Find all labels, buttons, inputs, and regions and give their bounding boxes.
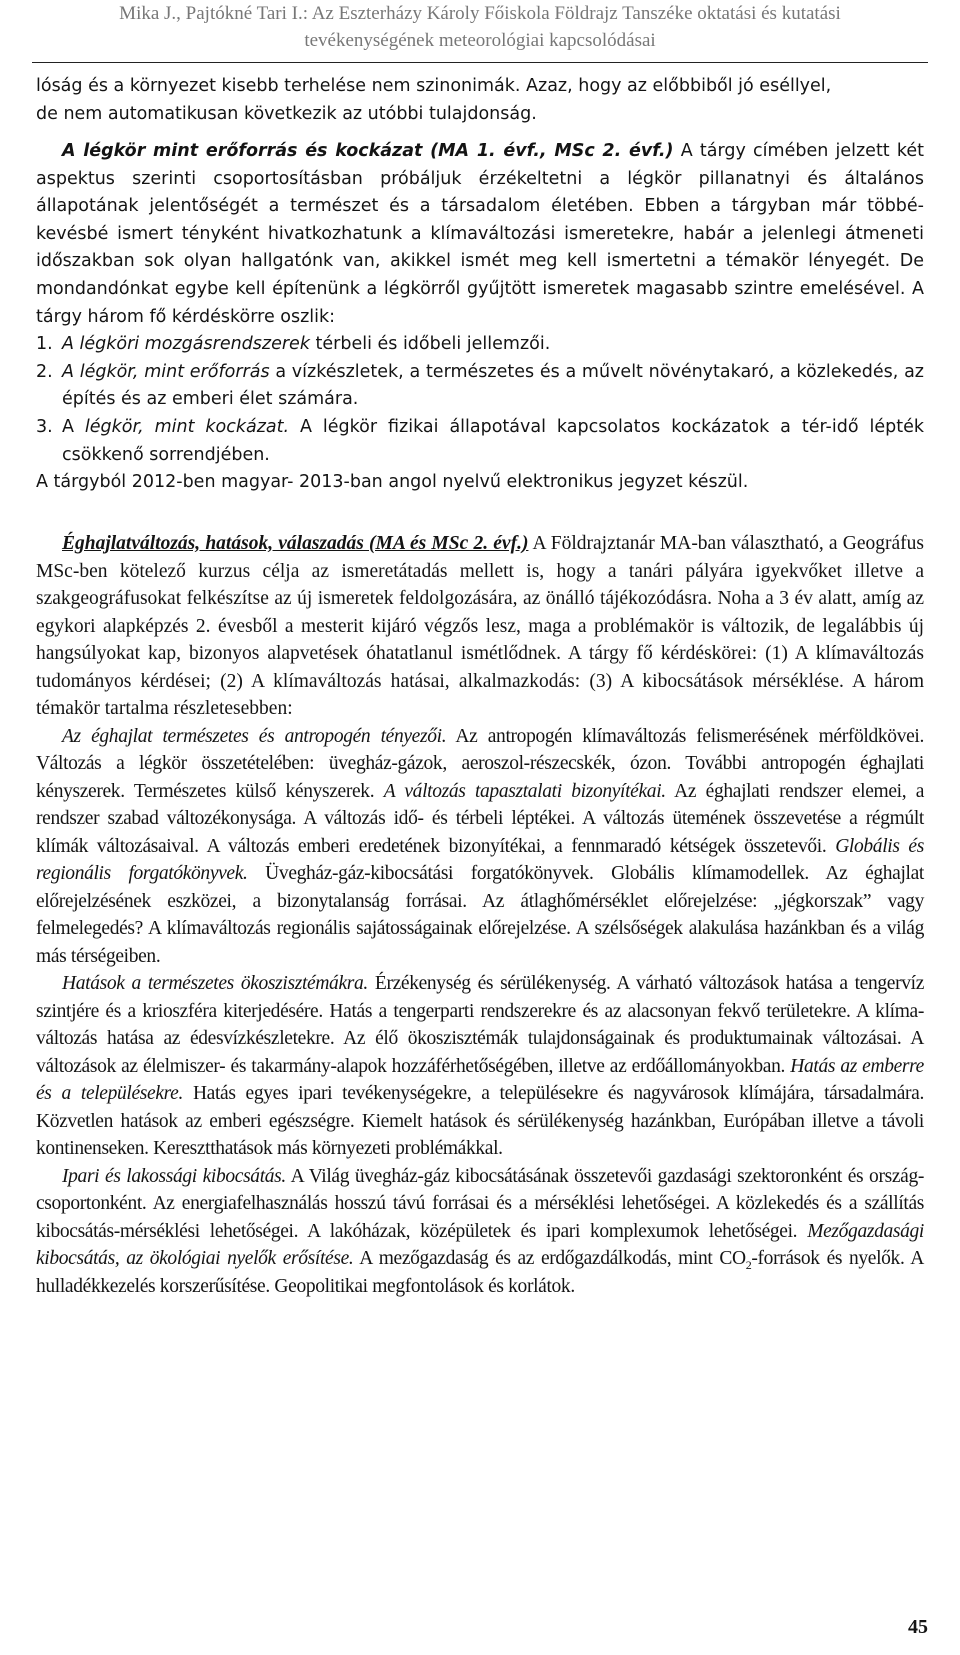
list-topic: A légköri mozgásrendszerek <box>62 334 310 355</box>
topic-heading: Globális és regionális forgatókönyvek. <box>36 835 924 884</box>
subscript: 2 <box>745 1257 752 1272</box>
topic-body: Üvegház-gáz-kibocsátási forgatókönyvek. Globális klímamodellek. Az éghajlat előrejelzésének eszközei, a bizonytalanság forrásai. Az átlaghőmérséklet előrejelzése: „jégkorszak” vagy felmelegedés? A klímaváltozás regionális sajátosságainak előrejelzése. A szélsőségek alakulása hazánkban és a világ más térségeiben. <box>36 863 924 967</box>
list-text: térbeli és időbeli jellemzői. <box>309 334 551 355</box>
list-number: 3. <box>36 416 53 437</box>
list-item-2 <box>36 359 924 414</box>
topic-body: Az éghajlati rendszer elemei, a rendszer szabad változékonysága. A változás idő- és térbeli léptékei. A változás ütemének összevetése a régmúlt klímák változásaival. A változás emberi eredetének bizonyítékai, a fennmaradó kétségek összetevői. <box>36 780 924 857</box>
section-intro-paragraph <box>36 530 924 723</box>
list-text: a vízkészletek, a természetes és a művelt növénytakaró, a közlekedés, az építés és az emberi élet számára. <box>62 361 924 410</box>
intro-paragraph <box>36 73 924 128</box>
list-number: 1. <box>36 334 53 355</box>
section-intro-text: A Földrajztanár MA-ban választható, a Geográfus MSc-ben kötelező kurzus célja az ismeretátadás mellett is, hogy a tanári pályára igyekvőket illetve a szakgeográfusokat felkészítse az új ismeretek feldolgozására, az önálló tájékozódásra. Noha a 3 év alatt, amíg az egykori alapképzés 2. évesből a mesterit kijáró végzős lesz, maga a problémakör is változik, de legalábbis új hangsúlyokat kap, bizonyos alapvetések óhatatlanul ismétlődnek. A tárgy fő kérdéskörei: (1) A klímaváltozás tudományos kérdései; (2) A klímaváltozás hatásai, alkalmazkodás: (3) A kibocsátások mérséklése. A három témakör tartalma részletesebben: <box>36 533 924 719</box>
list-number: 2. <box>36 361 53 382</box>
topic-paragraph-1 <box>36 723 924 971</box>
intro-line-1: lóság és a környezet kisebb terhelése nem szinonimák. Azaz, hogy az előbbiből jó eséllyel, <box>36 76 832 96</box>
header-line-2: tevékenységének meteorológiai kapcsolódásai <box>304 30 656 51</box>
topic-paragraph-3 <box>36 1163 924 1301</box>
list-prefix: A <box>62 416 85 437</box>
topic-heading: Az éghajlat természetes és antropogén tényezői. <box>62 725 447 747</box>
list-topic: légkör, mint kockázat. <box>84 416 290 437</box>
section-title: A légkör mint erőforrás és kockázat (MA 1. évf., MSc 2. évf.) <box>62 141 674 161</box>
topic-body: A Világ üvegház-gáz kibocsátásának összetevői gazdasági szektoronként és ország-csoportonként. Az energiafelhasználás hosszú távú forrásai és a mérséklési lehetőségei. A közlekedés és a szállítás kibocsátás-mérséklési lehetőségei. A lakóházak, középületek és ipari komplexumok lehetőségei. <box>36 1165 924 1242</box>
running-header <box>32 0 928 54</box>
topic-body: Érzékenység és sérülékenység. A várható változások hatása a tengervíz szintjére és a krioszféra kiterjedésére. Hatás a tengerparti rendszerekre és az alacsonyan fekvő területekre. A klíma-változás hatása az édesvízkészletekre. Az élő ökoszisztémák tulajdonságainak és produktumainak változásai. A változások az élelmiszer- és takarmány-alapok hozzáférhetőségében, illetve az erdőállományokban. <box>36 973 925 1077</box>
section-title: Éghajlatváltozás, hatások, válaszadás (MA és MSc 2. évf.) <box>62 533 529 554</box>
section-climate-change <box>36 530 924 1300</box>
topic-heading: Ipari és lakossági kibocsátás. <box>62 1165 286 1187</box>
list-item-1 <box>36 331 924 359</box>
list-text: A légkör fizikai állapotával kapcsolatos kockázatok a tér-idő lépték csökkenő sorrendjében. <box>62 416 924 465</box>
section-air-resource <box>36 138 924 497</box>
topic-body: Az antropogén klímaváltozás felismerésének mérföldkövei. Változás a légkör összetételében: üvegház-gázok, aeroszol-részecskék, ózon. További antropogén éghajlati kényszerek. Természetes külső kényszerek. <box>36 725 924 802</box>
topic-heading: Hatások a természetes ökoszisztémákra. <box>62 973 368 994</box>
list-item-3 <box>36 414 924 469</box>
topic-heading: Hatás az emberre és a településekre. <box>36 1055 924 1104</box>
list-topic: A légkör, mint erőforrás <box>62 361 270 382</box>
topic-paragraph-2 <box>36 970 924 1163</box>
section-footer-note: A tárgyból 2012-ben magyar- 2013-ban angol nyelvű elektronikus jegyzet készül. <box>36 472 749 493</box>
section-body: A tárgy címében jelzett két aspektus szerinti csoportosításban próbáljuk érzékeltetni a légkör pillanatnyi és általános állapotának jelentőségét a természet és a társadalom életében. Ebben a tárgyban már többé-kevésbé ismert tényként hivatkozhatunk a klímaváltozási ismeretekre, habár a jelenlegi átmeneti időszakban sok olyan hallgatónk van, akikkel ismét meg kell ismertetni a témakör lényegét. De mondandónkat egybe kell építenünk a légkörről gyűjtött ismeretek magasabb szintre emelésével. A tárgy három fő kérdéskörre oszlik: <box>36 141 924 327</box>
header-rule <box>32 62 928 63</box>
topic-heading: A változás tapasztalati bizonyítékai. <box>383 780 666 802</box>
header-line-1: Mika J., Pajtókné Tari I.: Az Eszterházy Károly Főiskola Földrajz Tanszéke oktatási és kutatási <box>119 3 841 24</box>
topic-heading: Mezőgazdasági kibocsátás, az ökológiai nyelők erősítése. <box>36 1220 924 1269</box>
intro-line-2: de nem automatikusan következik az utóbbi tulajdonság. <box>36 103 537 124</box>
section-paragraph <box>36 138 924 331</box>
page-number: 45 <box>908 1616 928 1638</box>
topic-body: -források és nyelők. A hulladékkezelés korszerűsítése. Geopolitikai megfontolások és korlátok. <box>36 1248 924 1297</box>
topic-body: Hatás egyes ipari tevékenységekre, a településekre és nagyvárosok klímájára, társadalmára. Közvetlen hatások az emberi egészségre. Kiemelt hatások és sérülékenység hazánkban, Európában illetve a távoli kontinenseken. Keresztthatások más környezeti problémákkal. <box>36 1083 924 1159</box>
topic-body: A mezőgazdaság és az erdőgazdálkodás, mint CO <box>353 1248 746 1269</box>
